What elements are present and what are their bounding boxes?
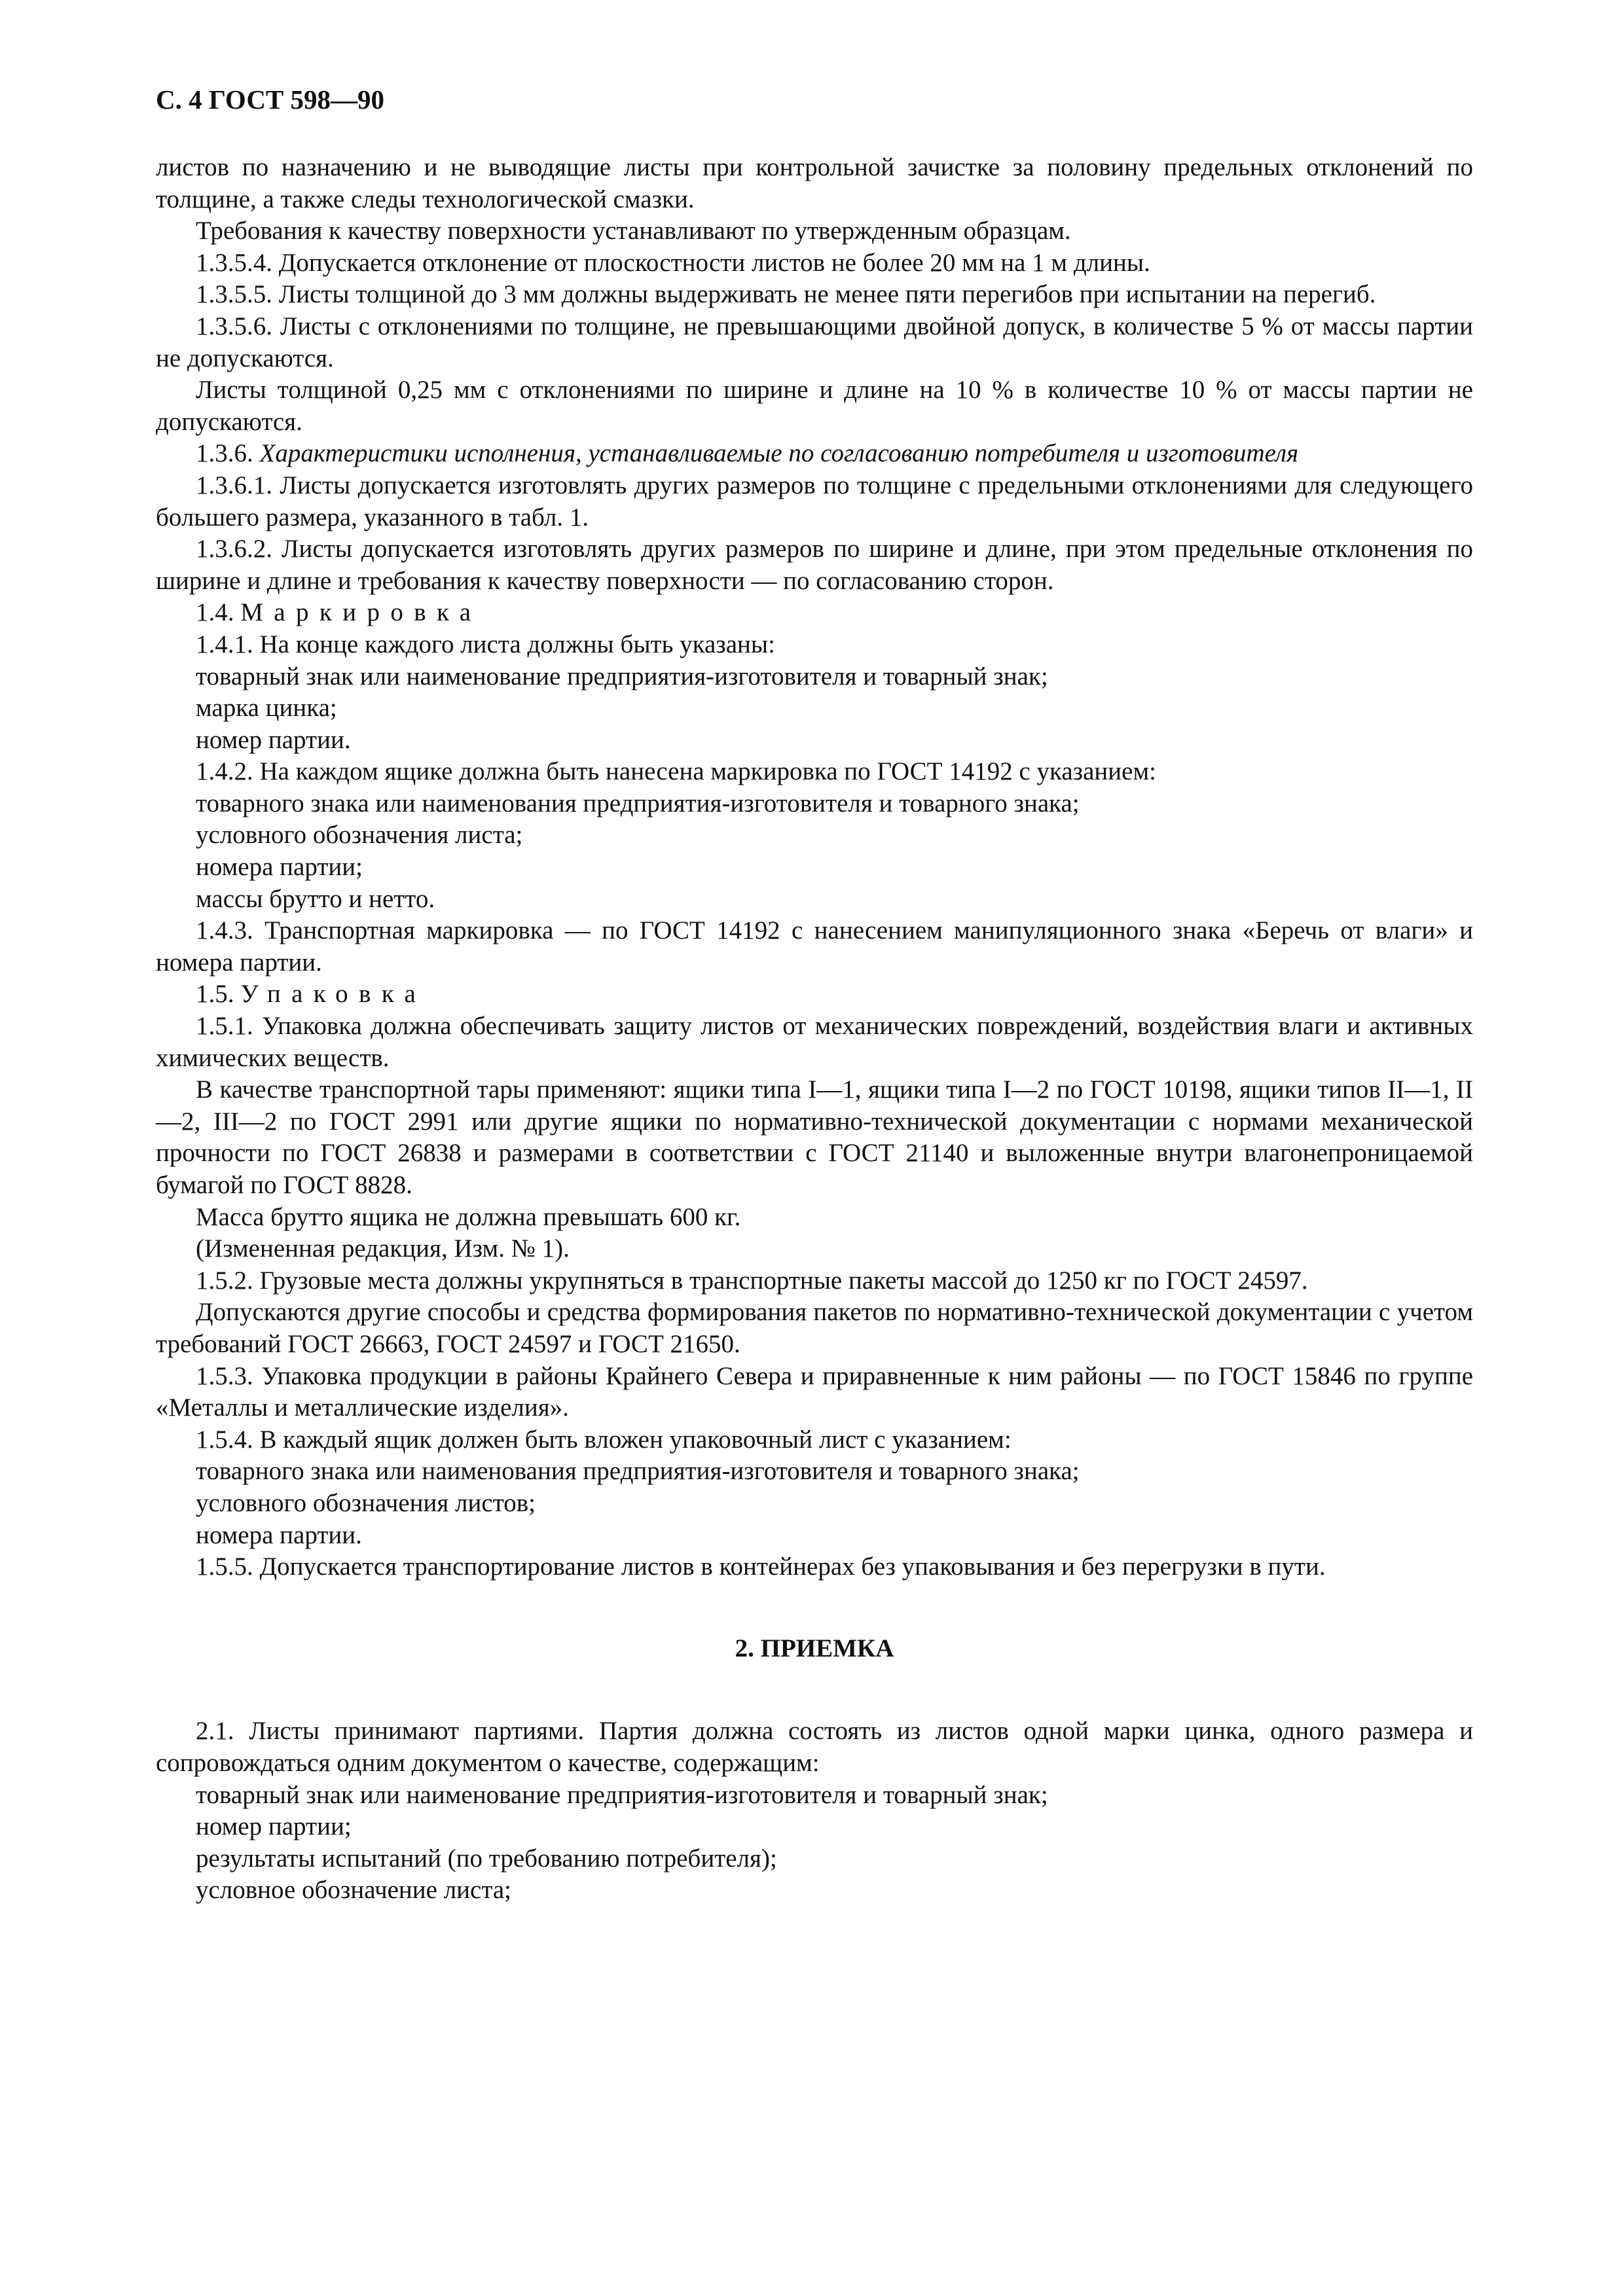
paragraph: 1.4.2. На каждом ящике должна быть нанесена маркировка по ГОСТ 14192 с указанием: xyxy=(196,757,1156,786)
paragraph: 1.5.3. Упаковка продукции в районы Крайнего Севера и приравненные к ним районы — по ГОСТ 15846 по группе «Металлы и металлические изделия». xyxy=(156,1361,1473,1422)
list-item: номер партии; xyxy=(196,1812,352,1841)
subsection-number: 1.5. xyxy=(196,980,241,1009)
page-header: С. 4 ГОСТ 598—90 xyxy=(156,84,385,115)
paragraph: 2.1. Листы принимают партиями. Партия должна состоять из листов одной марки цинка, одного размера и сопровождаться одним документом о качестве, содержащим: xyxy=(156,1717,1473,1777)
list-item: номера партии. xyxy=(196,1520,362,1549)
paragraph: 1.3.6.2. Листы допускается изготовлять других размеров по ширине и длине, при этом предельные отклонения по ширине и длине и требования к качеству поверхности — по согласованию сторон. xyxy=(156,535,1473,595)
paragraph: В качестве транспортной тары применяют: ящики типа I—1, ящики типа I—2 по ГОСТ 10198, ящики типов II—1, II—2, III—2 по ГОСТ 2991 или другие ящики по нормативно-технической документации с нормами механической прочности по ГОСТ 26838 и размерами в соответствии с ГОСТ 21140 и выложенные внутри влагонепроницаемой бумагой по ГОСТ 8828. xyxy=(156,1075,1473,1199)
subsection-title: Упаковка xyxy=(240,980,427,1009)
paragraph: 1.3.5.6. Листы с отклонениями по толщине, не превышающими двойной допуск, в количестве 5 % от массы партии не допускаются. xyxy=(156,312,1473,372)
list-item: марка цинка; xyxy=(196,694,337,723)
list-item: товарного знака или наименования предприятия-изготовителя и товарного знака; xyxy=(196,789,1080,817)
paragraph: 1.5.2. Грузовые места должны укрупняться в транспортные пакеты массой до 1250 кг по ГОСТ 24597. xyxy=(196,1266,1308,1295)
subsection-number: 1.4. xyxy=(196,598,241,627)
paragraph: 1.5.4. В каждый ящик должен быть вложен упаковочный лист с указанием: xyxy=(196,1425,1012,1454)
paragraph: 1.3.6.1. Листы допускается изготовлять других размеров по толщине с предельными отклонениями для следующего большего размера, указанного в табл. 1. xyxy=(156,471,1473,531)
subsection-heading xyxy=(156,438,1473,470)
paragraph: Требования к качеству поверхности устанавливают по утвержденным образцам. xyxy=(196,217,1071,245)
paragraph: 1.5.1. Упаковка должна обеспечивать защиту листов от механических повреждений, воздействия влаги и активных химических веществ. xyxy=(156,1012,1473,1072)
list-item: условного обозначения листов; xyxy=(196,1488,536,1517)
document-page xyxy=(156,84,1473,1907)
paragraph: (Измененная редакция, Изм. № 1). xyxy=(196,1234,570,1263)
list-item: массы брутто и нетто. xyxy=(196,884,435,913)
list-item: товарный знак или наименование предприятия-изготовителя и товарный знак; xyxy=(196,662,1048,691)
paragraph: Масса брутто ящика не должна превышать 600 кг. xyxy=(196,1202,741,1231)
list-item: результаты испытаний (по требованию потребителя); xyxy=(196,1844,777,1873)
paragraph: 1.4.3. Транспортная маркировка — по ГОСТ 14192 с нанесением манипуляционного знака «Беречь от влаги» и номера партии. xyxy=(156,916,1473,977)
subsection-number: 1.3.6. xyxy=(196,439,260,468)
section-title: 2. ПРИЕМКА xyxy=(735,1634,894,1662)
list-item: номера партии; xyxy=(196,853,363,882)
paragraph: 1.3.5.4. Допускается отклонение от плоскостности листов не более 20 мм на 1 м длины. xyxy=(196,248,1150,277)
paragraph: Листы толщиной 0,25 мм с отклонениями по ширине и длине на 10 % в количестве 10 % от массы партии не допускаются. xyxy=(156,376,1473,436)
subsection-title: Характеристики исполнения, устанавливаемые по согласованию потребителя и изготовителя xyxy=(259,439,1299,468)
subsection-heading xyxy=(156,597,1473,629)
list-item: товарный знак или наименование предприятия-изготовителя и товарный знак; xyxy=(196,1780,1048,1809)
list-item: товарного знака или наименования предприятия-изготовителя и товарного знака; xyxy=(196,1457,1080,1486)
subsection-heading xyxy=(156,978,1473,1011)
paragraph: 1.4.1. На конце каждого листа должны быть указаны: xyxy=(196,630,775,658)
subsection-title: Маркировка xyxy=(240,598,482,627)
paragraph: 1.3.5.5. Листы толщиной до 3 мм должны выдерживать не менее пяти перегибов при испытании на перегиб. xyxy=(196,280,1376,309)
paragraph: 1.5.5. Допускается транспортирование листов в контейнерах без упаковывания и без перегрузки в пути. xyxy=(196,1552,1326,1581)
list-item: номер партии. xyxy=(196,725,351,754)
paragraph: листов по назначению и не выводящие листы при контрольной зачистке за половину предельных отклонений по толщине, а также следы технологической смазки. xyxy=(156,153,1473,213)
paragraph: Допускаются другие способы и средства формирования пакетов по нормативно-технической документации с учетом требований ГОСТ 26663, ГОСТ 24597 и ГОСТ 21650. xyxy=(156,1298,1473,1358)
list-item: условное обозначение листа; xyxy=(196,1876,511,1905)
list-item: условного обозначения листа; xyxy=(196,821,523,850)
